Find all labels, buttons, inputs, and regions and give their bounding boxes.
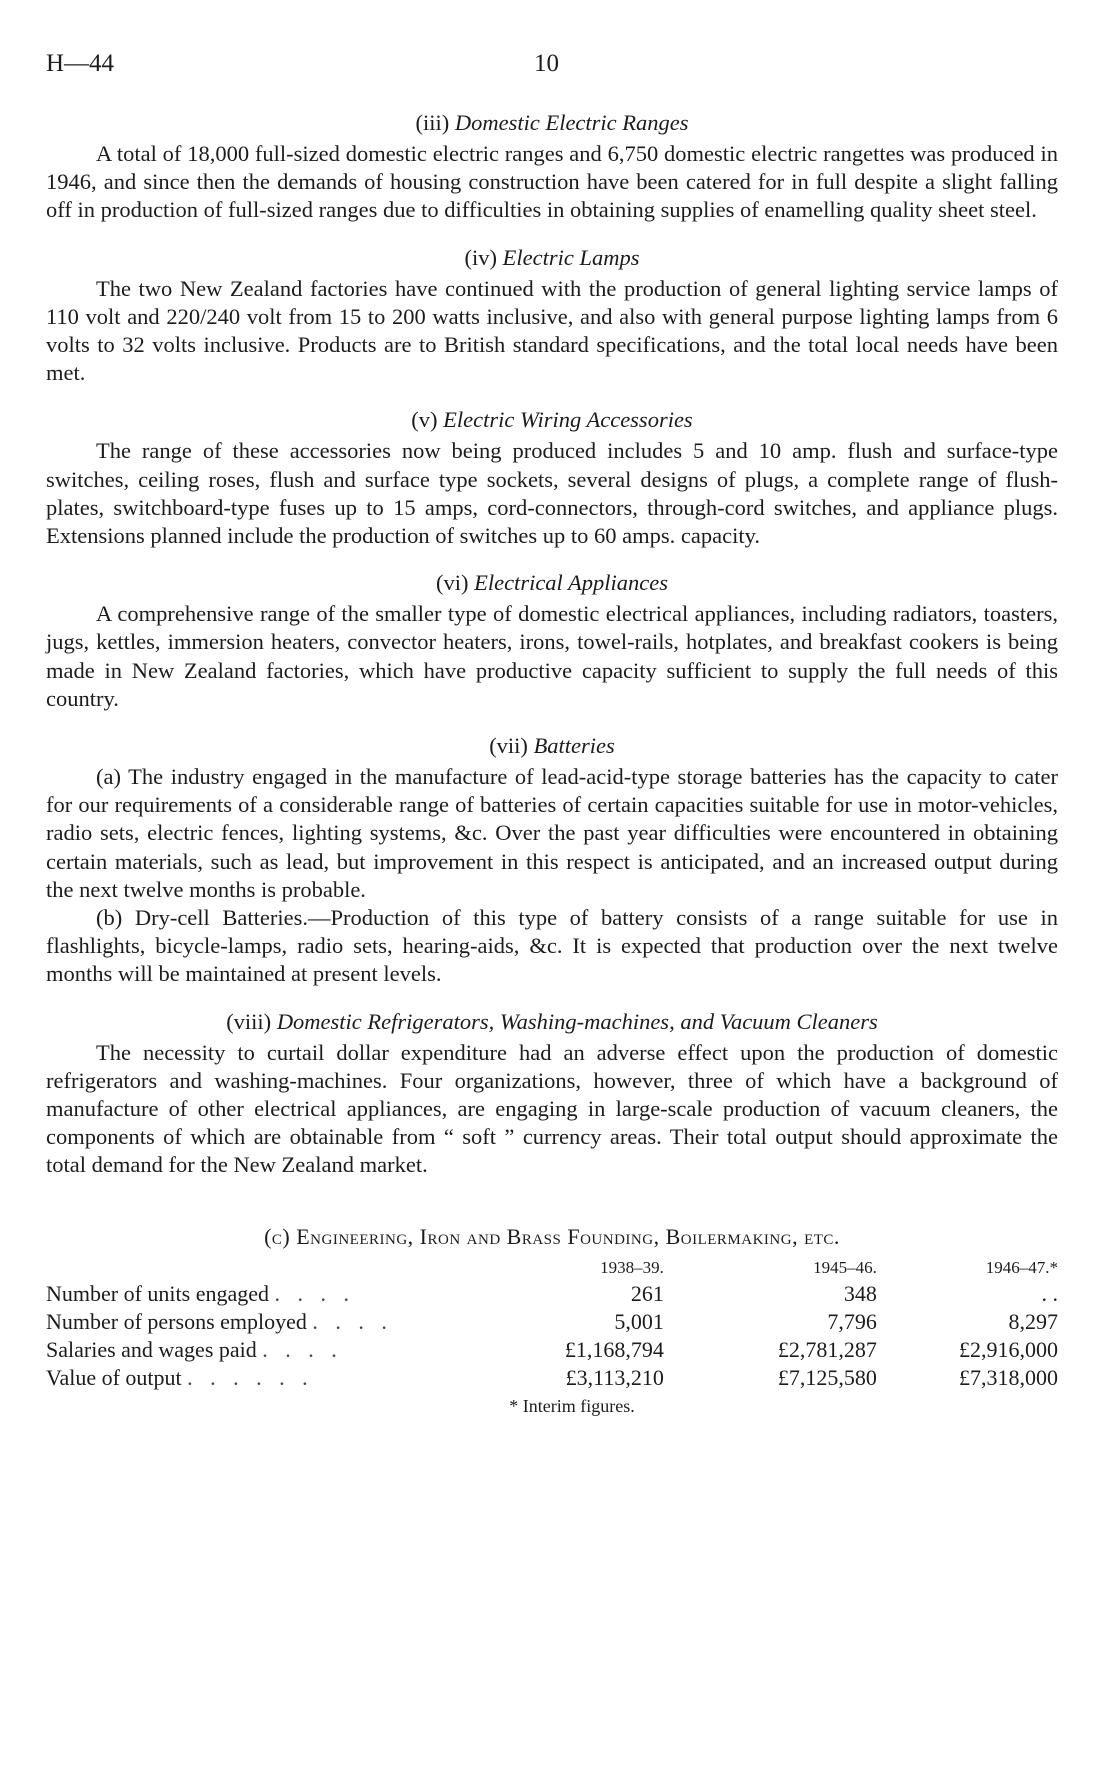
column-header: 1945–46. [813,1257,877,1277]
table-row [46,1308,1058,1336]
paragraph-refrigerators: The necessity to curtail dollar expenditure had an adverse effect upon the production of domestic refrigerators and washing-machines. Four organizations, however, three of which have a background of manufacture of other electrical appliances, are engaging in large-scale production of vacuum cleaners, the components of which are obtainable from “ soft ” currency areas. Their total output should approximate the total demand for the New Zealand market. [46,1039,1058,1178]
table-cell: £7,318,000 [959,1364,1058,1390]
table-cell: £3,113,210 [565,1364,664,1390]
paragraph-ranges: A total of 18,000 full-sized domestic electric ranges and 6,750 domestic electric rangettes was produced in 1946, and since then the demands of housing construction have been catered for in full despite a slight falling off in production of full-sized ranges due to difficulties in obtaining supplies of enamelling quality sheet steel. [46,141,1058,223]
table-header-row [46,1256,1058,1280]
paragraph-batteries-a: (a) The industry engaged in the manufacture of lead-acid-type storage batteries has the capacity to cater for our requirements of a considerable range of batteries of certain capacities suitable for use in motor-vehicles, radio sets, electric fences, lighting systems, &c. Over the past year difficulties were encountered in obtaining certain materials, such as lead, but improvement in this respect is anticipated, and an increased output during the next twelve months is probable. [46,764,1058,902]
table-row [46,1336,1058,1364]
table-cell: 7,796 [827,1308,877,1334]
table-title: (c) Engineering, Iron and Brass Founding, Boilermaking, etc. [264,1223,840,1249]
section-heading-appliances: (vi) Electrical Appliances [435,570,669,596]
paragraph-wiring: The range of these accessories now being produced includes 5 and 10 amp. flush and surface-type switches, ceiling roses, flush and surface type sockets, several designs of plugs, a complete range of flush-plates, switchboard-type fuses up to 15 amps, cord-connectors, through-cord switches, and appliance plugs. Extensions planned include the production of switches up to 60 amps. capacity. [46,438,1058,549]
table-cell: 5,001 [614,1308,664,1334]
table-cell: 261 [630,1280,664,1306]
column-header: 1938–39. [600,1257,664,1277]
row-label: Value of output [46,1364,182,1390]
table-cell: 8,297 [1008,1308,1058,1334]
section-heading-wiring: (v) Electric Wiring Accessories [411,407,693,433]
row-label: Salaries and wages paid [46,1336,257,1362]
table-row [46,1364,1058,1392]
dot-leader: . . . . [262,1336,343,1362]
column-header: 1946–47.* [985,1257,1058,1277]
page-number: 10 [534,50,559,77]
table-cell: 348 [843,1280,877,1306]
table-cell: £2,781,287 [777,1336,877,1362]
section-heading-batteries: (vii) Batteries [489,733,615,759]
document-page [46,50,1058,1417]
paragraph-lamps: The two New Zealand factories have continued with the production of general lighting service lamps of 110 volt and 220/240 volt from 15 to 200 watts inclusive, and also with general purpose lighting lamps from 6 volts to 32 volts inclusive. Products are to British standard specifications, and the total local needs have been met. [46,275,1058,386]
row-label: Number of persons employed [46,1308,307,1334]
section-heading-ranges: (iii) Domestic Electric Ranges [415,110,689,135]
section-heading-refrigerators: (viii) Domestic Refrigerators, Washing-machines, and Vacuum Cleaners [226,1008,878,1034]
dot-leader: . . . . [312,1308,393,1334]
page-header [46,50,1058,90]
document-reference: H—44 [46,50,115,77]
row-label: Number of units engaged [46,1280,269,1306]
paragraph-appliances: A comprehensive range of the smaller type of domestic electrical appliances, including radiators, toasters, jugs, kettles, immersion heaters, convector heaters, irons, towel-rails, hotplates, and breakfast cookers is being made in New Zealand factories, which have productive capacity sufficient to supply the full needs of this country. [46,601,1058,711]
paragraph-batteries-b: (b) Dry-cell Batteries.—Production of this type of battery consists of a range suitable for use in flashlights, bicycle-lamps, radio sets, hearing-aids, &c. It is expected that production over the next twelve months will be maintained at present levels. [46,905,1058,987]
table-cell: £1,168,794 [564,1336,664,1362]
statistics-table [46,1256,1058,1392]
table-row [46,1280,1058,1308]
table-cell: £2,916,000 [959,1336,1058,1362]
table-cell: £7,125,580 [777,1364,877,1390]
dot-leader: . . . . [274,1280,355,1306]
table-cell: . . [1041,1280,1058,1306]
dot-leader: . . . . . . [187,1364,314,1390]
table-footnote: * Interim figures. [509,1395,635,1416]
section-heading-lamps: (iv) Electric Lamps [464,244,640,270]
